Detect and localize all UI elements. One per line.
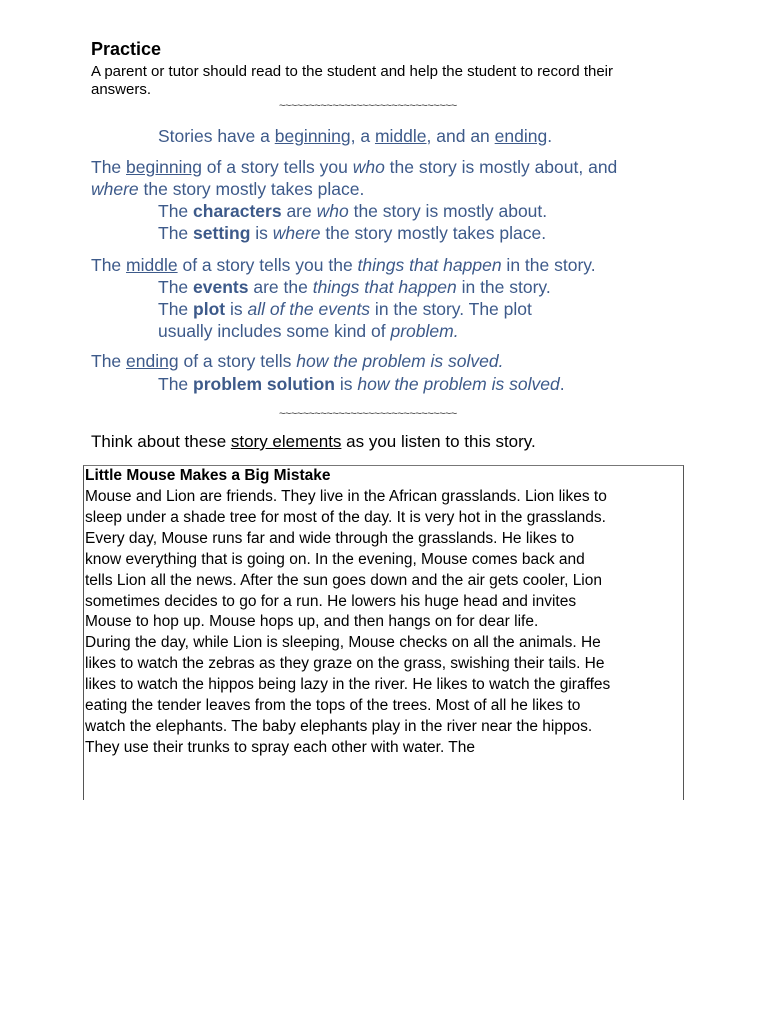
story-line: likes to watch the hippos being lazy in the river. He likes to watch the giraffes [85, 676, 611, 694]
story-line: watch the elephants. The baby elephants play in the river near the hippos. [85, 717, 593, 735]
text: the story is mostly about, and [384, 157, 618, 177]
term-characters: characters [193, 201, 282, 221]
intro-middle: middle [374, 126, 427, 146]
term-problem-solution: problem solution [193, 374, 335, 394]
text-where: where [272, 223, 321, 243]
term-plot: plot [193, 299, 226, 319]
story-line: tells Lion all the news. After the sun goes down and the air gets cooler, Lion [85, 571, 602, 589]
bottom-divider: ~~~~~~~~~~~~~~~~~~~~~~~~~~~~~~ [279, 408, 457, 420]
text: usually includes some kind of [158, 321, 391, 341]
term-ending: ending [126, 351, 179, 371]
page-title: Practice [91, 39, 162, 59]
text: The [158, 201, 194, 221]
text-who: who [352, 157, 385, 177]
story-line: likes to watch the zebras as they graze on the grass, swishing their tails. He [85, 655, 605, 673]
intro-text-1: Stories have a [158, 126, 275, 146]
text: is [250, 223, 273, 243]
term-story-elements: story elements [230, 432, 342, 451]
text: is [334, 374, 358, 394]
text: of a story tells [178, 351, 297, 371]
text-who: who [316, 201, 349, 221]
text-problem: problem. [390, 321, 459, 341]
middle-line-1 [91, 255, 596, 276]
term-events: events [193, 277, 249, 297]
story-line: eating the tender leaves from the tops of the trees. Most of all he likes to [85, 697, 581, 714]
text: The [158, 299, 194, 319]
text-how-solved: how the problem is solved [357, 374, 560, 394]
term-beginning: beginning [126, 157, 202, 177]
text: the story mostly takes place. [320, 223, 547, 243]
text: . [559, 374, 565, 394]
text-things: things that happen [357, 255, 502, 275]
text: the story mostly takes place. [138, 179, 365, 199]
text: the story is mostly about. [348, 201, 548, 221]
beginning-line-1 [91, 157, 617, 178]
text: The [158, 223, 194, 243]
ending-line-1 [91, 351, 503, 372]
story-line: They use their trunks to spray each other with water. The [85, 738, 475, 756]
story-line: sleep under a shade tree for most of the day. It is very hot in the grasslands. [85, 508, 606, 526]
text: The [91, 351, 127, 371]
text: of a story tells you [201, 157, 353, 177]
text-where: where [91, 179, 139, 199]
text: is [225, 299, 248, 319]
term-setting: setting [193, 223, 251, 243]
text: are [281, 201, 317, 221]
text: The [91, 157, 127, 177]
instructions-line-2: answers. [91, 81, 152, 98]
instructions [91, 63, 613, 99]
text: The [158, 374, 194, 394]
story-title: Little Mouse Makes a Big Mistake [85, 467, 331, 484]
text-how-solved: how the problem is solved. [296, 351, 504, 371]
top-divider: ~~~~~~~~~~~~~~~~~~~~~~~~~~~~~~ [279, 100, 457, 112]
beginning-line-2 [91, 179, 364, 200]
text-all-events: all of the events [247, 299, 371, 319]
text: in the story. The plot [370, 299, 532, 319]
events-line [158, 277, 551, 298]
text: are the [248, 277, 313, 297]
instructions-line-1: A parent or tutor should read to the student and help the student to record their [91, 63, 614, 80]
intro-ending: ending [494, 126, 548, 146]
term-middle: middle [126, 255, 178, 275]
text-things: things that happen [312, 277, 457, 297]
story-line: Mouse to hop up. Mouse hops up, and then hangs on for dear life. [85, 613, 539, 631]
story-line: Every day, Mouse runs far and wide through the grasslands. He likes to [85, 529, 575, 547]
intro-line [158, 126, 552, 147]
text: The [91, 255, 127, 275]
problem-line [158, 321, 459, 342]
characters-line [158, 201, 547, 222]
text: in the story. [456, 277, 551, 297]
text: Think about these [91, 432, 231, 451]
intro-beginning: beginning [274, 126, 351, 146]
intro-text-4: . [547, 126, 553, 146]
story-line: Mouse and Lion are friends. They live in the African grasslands. Lion likes to [85, 488, 607, 505]
text: as you listen to this story. [341, 432, 536, 451]
think-prompt [91, 432, 536, 452]
story-line: know everything that is going on. In the evening, Mouse comes back and [85, 550, 585, 568]
solution-line [158, 374, 565, 395]
intro-text-3: , and an [426, 126, 495, 146]
story-line: During the day, while Lion is sleeping, Mouse checks on all the animals. He [85, 634, 601, 652]
plot-line [158, 299, 532, 320]
text: of a story tells you the [177, 255, 358, 275]
setting-line [158, 223, 546, 244]
story-line: sometimes decides to go for a run. He lowers his huge head and invites [85, 592, 577, 610]
text: The [158, 277, 194, 297]
text: in the story. [501, 255, 596, 275]
intro-text-2: , a [350, 126, 375, 146]
